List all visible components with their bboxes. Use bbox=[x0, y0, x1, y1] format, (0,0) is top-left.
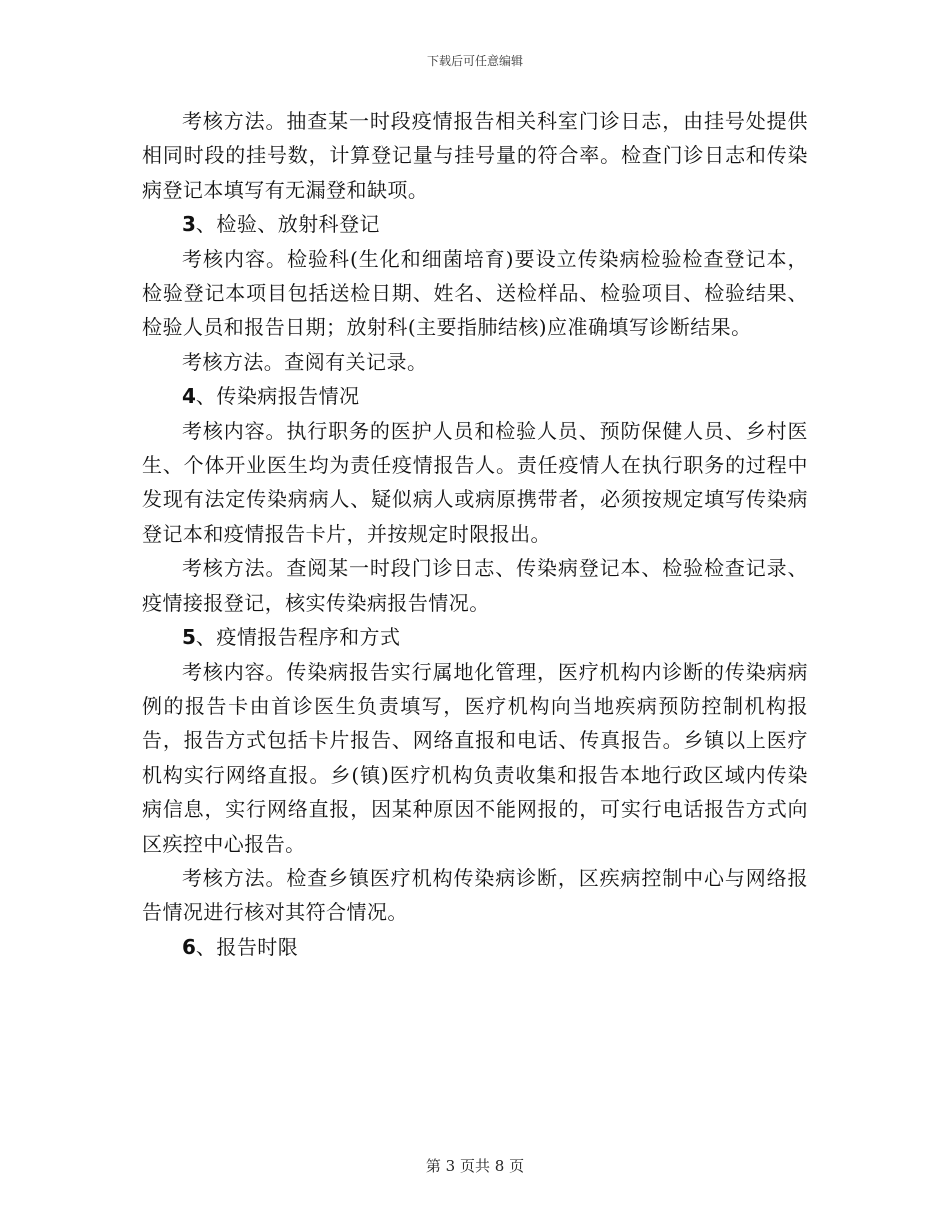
section-heading-5 bbox=[142, 620, 808, 654]
section-title: 、传染病报告情况 bbox=[195, 384, 360, 409]
paragraph-assessment-content-4: 考核内容。执行职务的医护人员和检验人员、预防保健人员、乡村医生、个体开业医生均为责任疫情报告人。责任疫情人在执行职务的过程中发现有法定传染病病人、疑似病人或病原携带者，必须按规定填写传染病登记本和疫情报告卡片，并按规定时限报出。 bbox=[142, 418, 808, 546]
section-number: 4 bbox=[182, 384, 196, 409]
paragraph-assessment-method-5: 考核方法。检查乡镇医疗机构传染病诊断，区疾病控制中心与网络报告情况进行核对其符合情况。 bbox=[142, 865, 808, 925]
paragraph-assessment-content-3: 考核内容。检验科(生化和细菌培育)要设立传染病检验检查登记本，检验登记本项目包括送检日期、姓名、送检样品、检验项目、检验结果、检验人员和报告日期；放射科(主要指肺结核)应准确填写诊断结果。 bbox=[142, 246, 808, 340]
section-heading-3 bbox=[142, 207, 808, 241]
paragraph-assessment-content-5: 考核内容。传染病报告实行属地化管理，医疗机构内诊断的传染病病例的报告卡由首诊医生负责填写，医疗机构向当地疾病预防控制机构报告，报告方式包括卡片报告、网络直报和电话、传真报告。乡镇以上医疗机构实行网络直报。乡(镇)医疗机构负责收集和报告本地行政区域内传染病信息，实行网络直报，因某种原因不能网报的，可实行电话报告方式向区疾控中心报告。 bbox=[142, 659, 808, 856]
page-number-footer: 第 3 页共 8 页 bbox=[425, 1157, 525, 1175]
section-heading-6 bbox=[142, 930, 808, 964]
document-body bbox=[142, 104, 808, 964]
section-number: 6 bbox=[182, 934, 196, 959]
section-number: 5 bbox=[182, 625, 196, 650]
section-title: 、报告时限 bbox=[195, 934, 299, 959]
paragraph-assessment-method-4: 考核方法。查阅某一时段门诊日志、传染病登记本、检验检查记录、疫情接报登记，核实传染病报告情况。 bbox=[142, 556, 808, 615]
paragraph-assessment-method-1: 考核方法。抽查某一时段疫情报告相关科室门诊日志，由挂号处提供相同时段的挂号数，计算登记量与挂号量的符合率。检查门诊日志和传染病登记本填写有无漏登和缺项。 bbox=[142, 109, 808, 202]
section-title: 、疫情报告程序和方式 bbox=[195, 625, 401, 650]
section-heading-4 bbox=[142, 379, 808, 413]
section-title: 、检验、放射科登记 bbox=[195, 212, 380, 237]
paragraph-assessment-method-3: 考核方法。查阅有关记录。 bbox=[182, 349, 428, 374]
page-header-note: 下载后可任意编辑 bbox=[426, 54, 523, 68]
section-number: 3 bbox=[182, 212, 196, 237]
